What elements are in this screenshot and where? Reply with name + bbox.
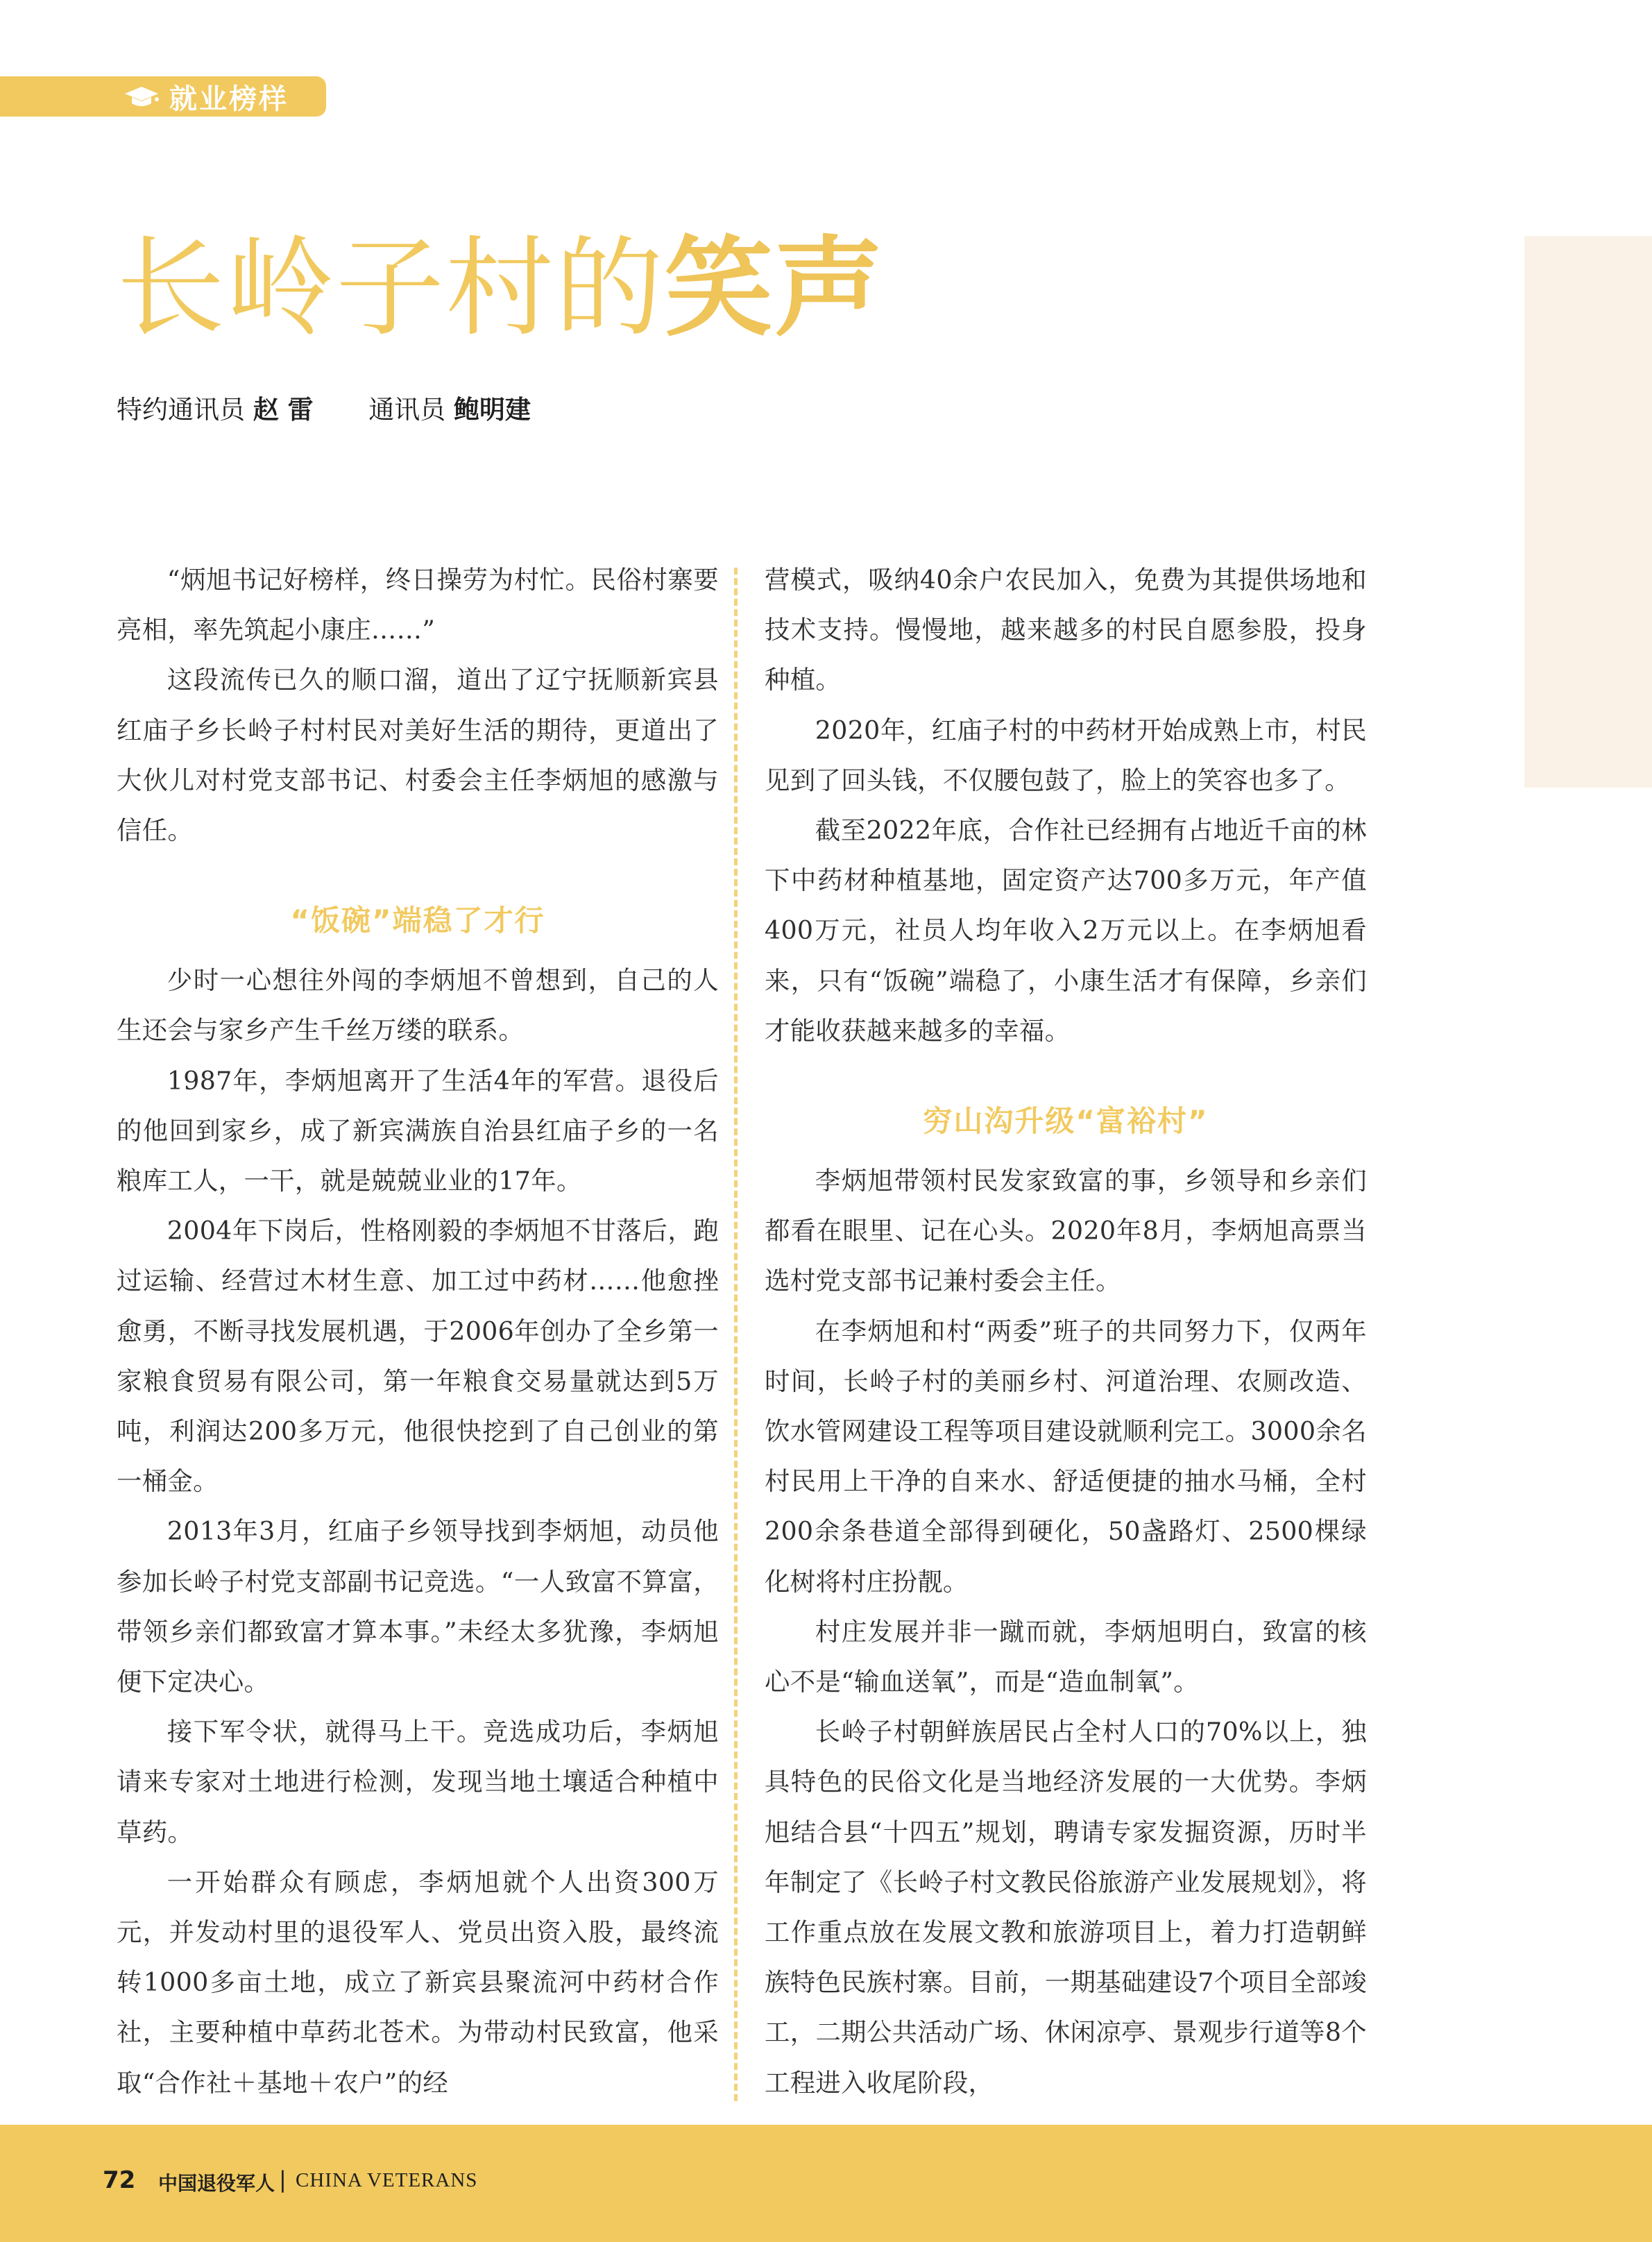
section-tag [0,76,326,117]
column-divider [734,568,738,2101]
paragraph: 长岭子村朝鲜族居民占全村人口的70%以上，独具特色的民俗文化是当地经济发展的一大优势。李炳旭结合县“十四五”规划，聘请专家发掘资源，历时半年制定了《长岭子村文教民俗旅游产业发展规划》，将工作重点放在发展文教和旅游项目上，着力打造朝鲜族特色民族村寨。目前，一期基础建设7个项目全部竣工，二期公共活动广场、休闲凉亭、景观步行道等8个工程进入收尾阶段， [765,1717,1367,2098]
section-heading: 穷山沟升级“富裕村” [923,1104,1209,1139]
page-number: 72 [103,2166,136,2194]
magazine-name-english: CHINA VETERANS [296,2169,478,2191]
paragraph: 一开始群众有顾虑，李炳旭就个人出资300万元，并发动村里的退役军人、党员出资入股，最终流转1000多亩土地，成立了新宾县聚流河中药材合作社，主要种植中草药北苍术。为带动村民致富，他采取“合作社＋基地＋农户”的经 [117,1867,719,2098]
paragraph: 在李炳旭和村“两委”班子的共同努力下，仅两年时间，长岭子村的美丽乡村、河道治理、农厕改造、饮水管网建设工程等项目建设就顺利完工。3000余名村民用上干净的自来水、舒适便捷的抽水马桶，全村200余条巷道全部得到硬化，50盏路灯、2500棵绿化树将村庄扮靓。 [765,1316,1368,1597]
paragraph: 这段流传已久的顺口溜，道出了辽宁抚顺新宾县红庙子乡长岭子村村民对美好生活的期待，更道出了大伙儿对村党支部书记、村委会主任李炳旭的感激与信任。 [117,665,719,846]
paragraph: 村庄发展并非一蹴而就，李炳旭明白，致富的核心不是“输血送氧”，而是“造血制氧”。 [765,1616,1367,1697]
footer-separator: | [279,2166,287,2193]
paragraph: 截至2022年底，合作社已经拥有占地近千亩的林下中药材种植基地，固定资产达700多万元，年产值400万元，社员人均年收入2万元以上。在李炳旭看来，只有“饭碗”端稳了，小康生活才有保障，乡亲们才能收获越来越多的幸福。 [765,815,1367,1046]
byline [117,389,531,426]
section-tag-label: 就业榜样 [169,83,289,115]
title-light-part: 长岭子村的 [117,225,665,351]
cap-icon [122,84,161,109]
paragraph: 李炳旭带领村民发家致富的事，乡领导和乡亲们都看在眼里、记在心头。2020年8月，李炳旭高票当选村党支部书记兼村委会主任。 [765,1166,1367,1296]
right-column [765,555,1367,2108]
left-column [117,555,719,2108]
paragraph: 2013年3月，红庙子乡领导找到李炳旭，动员他参加长岭子村党支部副书记竞选。“一人致富不算富，带领乡亲们都致富才算本事。”未经太多犹豫，李炳旭便下定决心。 [117,1516,719,1697]
paragraph: 接下军令状，就得马上干。竞选成功后，李炳旭请来专家对土地进行检测，发现当地土壤适合种植中草药。 [117,1717,719,1847]
title-bold-part: 笑声 [665,225,884,351]
paragraph-continued: 营模式，吸纳40余户农民加入，免费为其提供场地和技术支持。慢慢地，越来越多的村民自愿参股，投身种植。 [765,565,1367,695]
byline-role-2: 通讯员 [368,395,446,425]
page-footer [0,2125,1652,2242]
paragraph: 少时一心想往外闯的李炳旭不曾想到，自己的人生还会与家乡产生千丝万缕的联系。 [117,965,719,1046]
magazine-name: 中国退役军人 [158,2172,275,2195]
byline-role-1: 特约通讯员 [117,395,245,425]
paragraph: 2020年，红庙子村的中药材开始成熟上市，村民见到了回头钱，不仅腰包鼓了，脸上的笑容也多了。 [765,715,1367,795]
byline-name-2: 鲍明建 [453,395,531,425]
paragraph: “炳旭书记好榜样，终日操劳为村忙。民俗村寨要亮相，率先筑起小康庄……” [117,565,719,645]
paragraph: 1987年，李炳旭离开了生活4年的军营。退役后的他回到家乡，成了新宾满族自治县红庙子乡的一名粮库工人，一干，就是兢兢业业的17年。 [117,1065,719,1196]
article-title [117,225,884,351]
byline-name-1: 赵 雷 [253,395,314,425]
side-decoration [1524,236,1652,788]
section-heading: “饭碗”端稳了才行 [290,903,545,938]
paragraph: 2004年下岗后，性格刚毅的李炳旭不甘落后，跑过运输、经营过木材生意、加工过中药材……他愈挫愈勇，不断寻找发展机遇，于2006年创办了全乡第一家粮食贸易有限公司，第一年粮食交易量就达到5万吨，利润达200多万元，他很快挖到了自己创业的第一桶金。 [117,1216,719,1497]
